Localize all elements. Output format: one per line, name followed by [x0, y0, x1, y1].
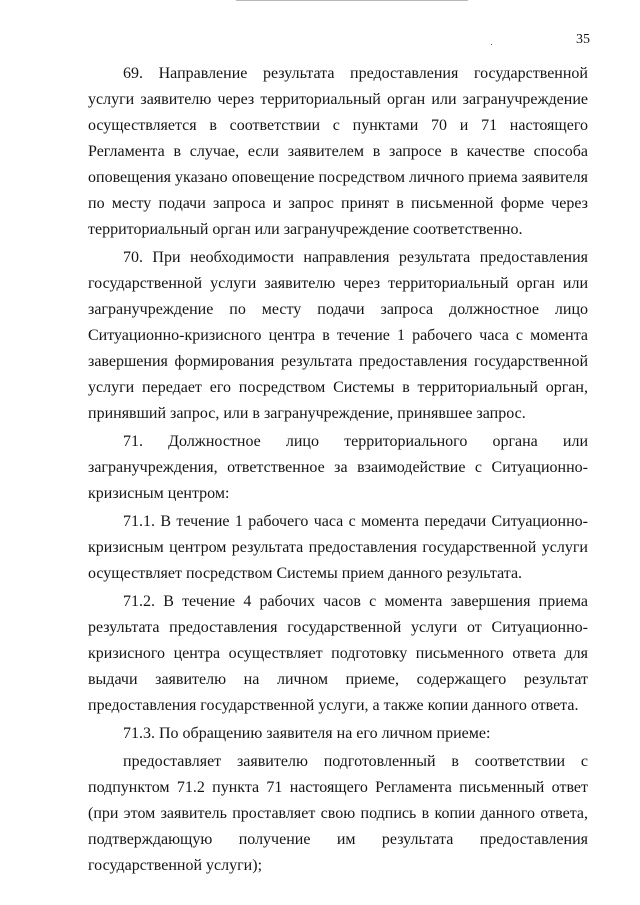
scan-top-rule [236, 0, 468, 1]
paragraph-71-3-item: предоставляет заявителю подготовленный в соответствии с подпунктом 71.2 пункта 71 настоящего Регламента письменный ответ (при этом заявитель проставляет свою подпись в копии данного ответа, подтверждающую получение им результата предоставления государственной услуги); [88, 753, 588, 874]
paragraph-69: 69. Направление результата предоставления государственной услуги заявителю через территориальный орган или загранучреждение осуществляется в соответствии с пунктами 70 и 71 настоящего Регламента в случае, если заявителем в запросе в качестве способа оповещения указано оповещение посредством личного приема заявителя по месту подачи запроса и запрос принят в письменной форме через территориальный орган или загранучреждение соответственно. [88, 65, 588, 238]
paragraph-71-3: 71.3. По обращению заявителя на его личном приеме: [123, 725, 491, 742]
page-number: 35 [576, 32, 590, 47]
paragraph-71-2: 71.2. В течение 4 рабочих часов с момента завершения приема результата предоставления государственной услуги от Ситуационно-кризисного центра осуществляет подготовку письменного ответа для выдачи заявителю на личном приеме, содержащего результат предоставления государственной услуги, а также копии данного ответа. [88, 593, 588, 714]
paragraph-70: 70. При необходимости направления результата предоставления государственной услуги заявителю через территориальный орган или загранучреждение по месту подачи запроса должностное лицо Ситуационно-кризисного центра в течение 1 рабочего часа с момента завершения формирования результата предоставления государственной услуги передает его посредством Системы в территориальный орган, принявший запрос, или в загранучреждение, принявшее запрос. [88, 249, 588, 422]
paragraph-71: 71. Должностное лицо территориального органа или загранучреждения, ответственное за взаимодействие с Ситуационно-кризисным центром: [88, 433, 588, 502]
paragraph-71-1: 71.1. В течение 1 рабочего часа с момента передачи Ситуационно-кризисным центром результата предоставления государственной услуги осуществляет посредством Системы прием данного результата. [88, 513, 588, 582]
scan-speck [491, 44, 492, 45]
document-body [88, 61, 588, 881]
